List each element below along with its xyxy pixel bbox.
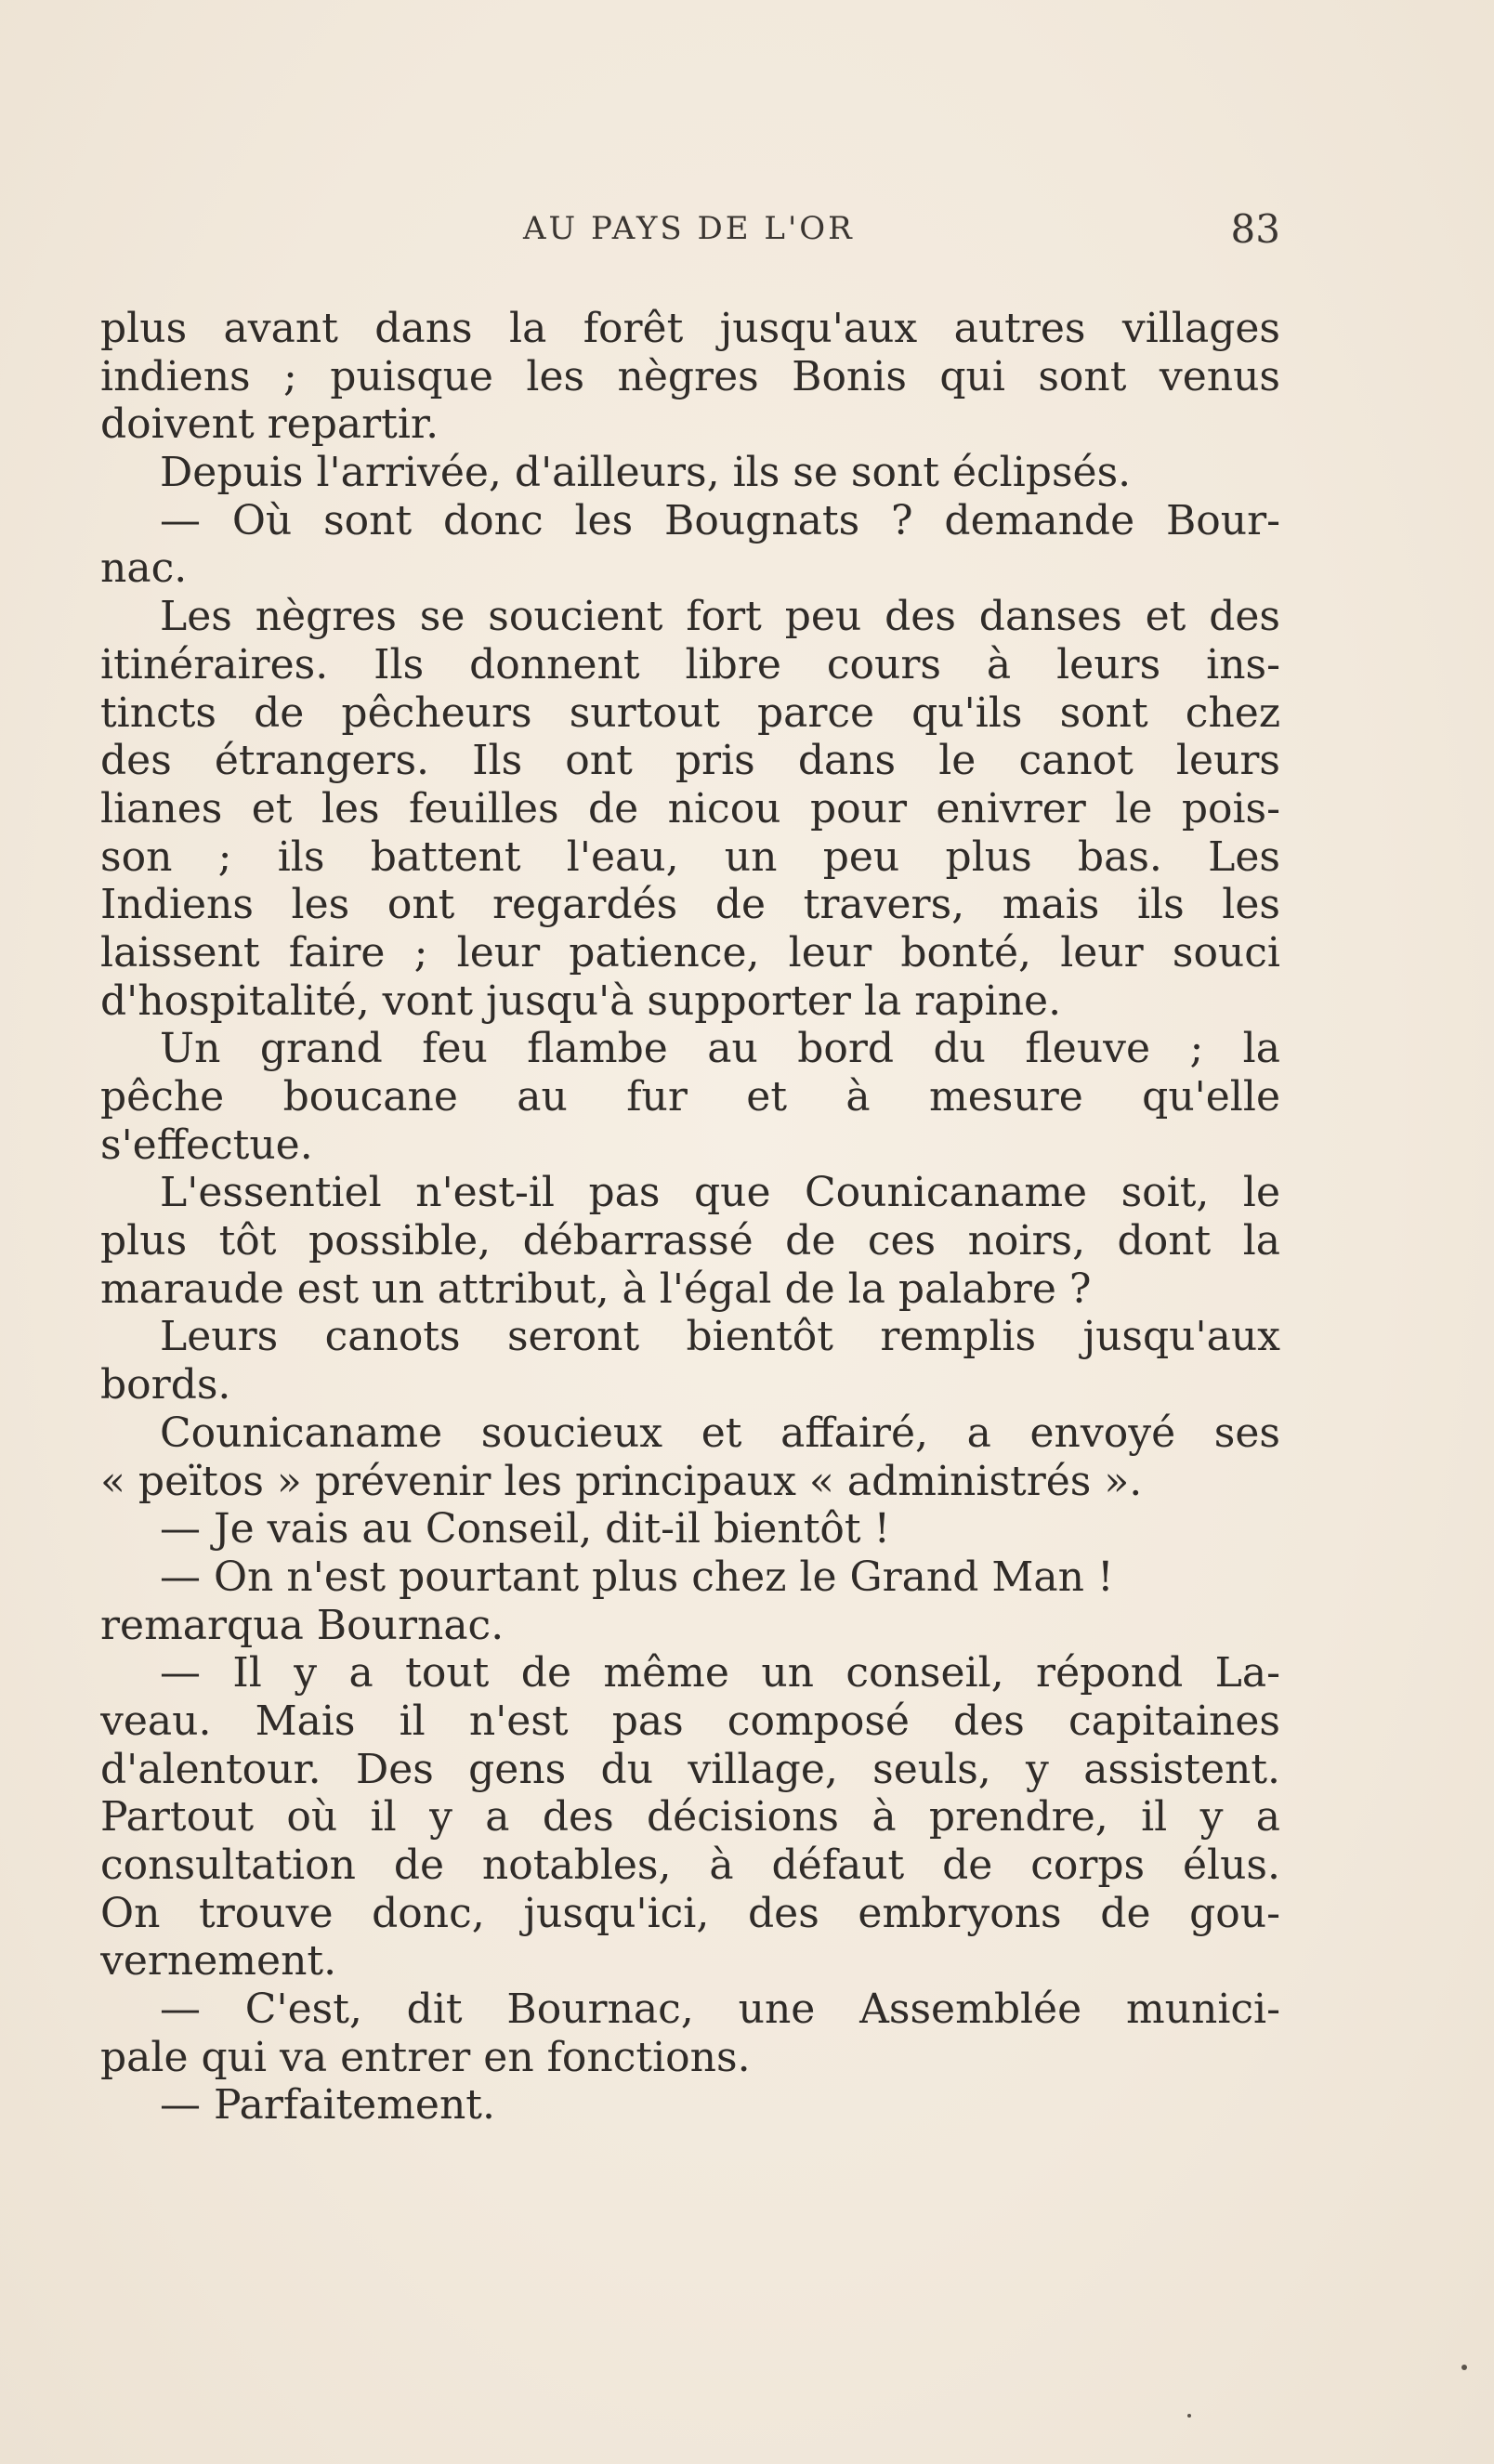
text-line: Partout où il y a des décisions à prendre, il y a bbox=[100, 1793, 1280, 1841]
text-line: — On n'est pourtant plus chez le Grand Man ! bbox=[160, 1553, 1114, 1601]
text-line: plus avant dans la forêt jusqu'aux autres villages bbox=[100, 305, 1280, 352]
text-line: d'alentour. Des gens du village, seuls, y assistent. bbox=[100, 1745, 1280, 1793]
text-line: Un grand feu flambe au bord du fleuve ; la bbox=[160, 1025, 1280, 1073]
text-line: Leurs canots seront bientôt remplis jusqu'aux bbox=[160, 1313, 1280, 1361]
text-line: remarqua Bournac. bbox=[100, 1601, 505, 1649]
running-head bbox=[100, 206, 1280, 258]
text-line: pêche boucane au fur et à mesure qu'elle bbox=[100, 1073, 1280, 1121]
text-line: lianes et les feuilles de nicou pour enivrer le pois- bbox=[100, 784, 1280, 832]
text-line: Depuis l'arrivée, d'ailleurs, ils se sont éclipsés. bbox=[160, 449, 1132, 497]
text-line: vernement. bbox=[100, 1937, 337, 1986]
body-text bbox=[100, 305, 1280, 2130]
text-line: — Où sont donc les Bougnats ? demande Bour- bbox=[160, 496, 1280, 544]
paper-speck bbox=[1461, 2365, 1467, 2370]
paper-speck bbox=[1187, 2414, 1191, 2418]
text-line: Counicaname soucieux et affairé, a envoyé ses bbox=[160, 1409, 1280, 1457]
text-line: laissent faire ; leur patience, leur bonté, leur souci bbox=[100, 928, 1280, 976]
text-line: On trouve donc, jusqu'ici, des embryons de gou- bbox=[100, 1889, 1280, 1937]
text-line: maraude est un attribut, à l'égal de la palabre ? bbox=[100, 1265, 1092, 1313]
page-number: 83 bbox=[1230, 206, 1280, 252]
text-line: doivent repartir. bbox=[100, 400, 439, 449]
text-line: — Je vais au Conseil, dit-il bientôt ! bbox=[160, 1505, 891, 1553]
text-line: pale qui va entrer en fonctions. bbox=[100, 2033, 751, 2081]
text-line: tincts de pêcheurs surtout parce qu'ils sont chez bbox=[100, 688, 1280, 737]
text-line: bords. bbox=[100, 1361, 231, 1409]
text-line: Indiens les ont regardés de travers, mais ils les bbox=[100, 881, 1280, 929]
text-line: consultation de notables, à défaut de corps élus. bbox=[100, 1841, 1280, 1889]
text-line: « peïtos » prévenir les principaux « administrés ». bbox=[100, 1457, 1143, 1505]
text-line: itinéraires. Ils donnent libre cours à leurs ins- bbox=[100, 640, 1280, 688]
text-line: — Parfaitement. bbox=[160, 2081, 495, 2130]
text-line: veau. Mais il n'est pas composé des capitaines bbox=[100, 1697, 1280, 1745]
text-line: d'hospitalité, vont jusqu'à supporter la rapine. bbox=[100, 976, 1062, 1025]
text-line: L'essentiel n'est-il pas que Counicaname soit, le bbox=[160, 1169, 1280, 1217]
running-title: AU PAYS DE L'OR bbox=[523, 210, 855, 247]
text-line: plus tôt possible, débarrassé de ces noirs, dont la bbox=[100, 1217, 1280, 1265]
text-line: — Il y a tout de même un conseil, répond La- bbox=[160, 1649, 1280, 1697]
text-line: s'effectue. bbox=[100, 1121, 313, 1169]
text-line: — C'est, dit Bournac, une Assemblée munici- bbox=[160, 1986, 1280, 2034]
text-line: son ; ils battent l'eau, un peu plus bas. Les bbox=[100, 832, 1280, 881]
text-line: Les nègres se soucient fort peu des danses et des bbox=[160, 593, 1280, 641]
text-line: nac. bbox=[100, 544, 188, 593]
text-line: des étrangers. Ils ont pris dans le canot leurs bbox=[100, 737, 1280, 785]
text-line: indiens ; puisque les nègres Bonis qui sont venus bbox=[100, 352, 1280, 400]
